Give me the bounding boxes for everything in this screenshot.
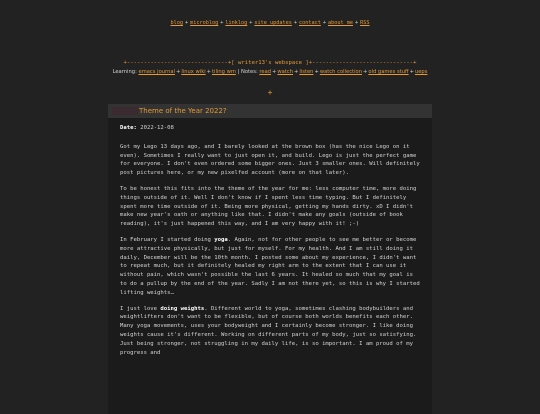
paragraph-4-start: I just love xyxy=(120,305,161,312)
banner-title: +------------------------------+[ writer13's webspace ]+------------------------------+ xyxy=(123,60,417,66)
paragraph-2: To be honest this fits into the theme of the year for me: less computer time, more doing things outside of it. Well I don't know if I spent less time typing. But I definitely spent more time outside of it. Being more physical, getting my hands dirty. xD I didn't make new year's oath or anything like that. I didn't make any goals (outside of book reading), it's just happened this way, and I am very happy with it! ;-) xyxy=(120,185,417,228)
paragraph-4-rest: . Different world to yoga, sometimes clashing bodybuilders and weightlifters don't want to be flexible, but of course both worlds benefits each other. Many yoga movements, uses your bodyweight and I certainly become stronger. I like doing weights cause it's different. Working on different parts of my body, just so satisfying. Just being stronger, not struggling in my daily life, is so important. I am proud of my progress and xyxy=(120,305,417,356)
nav-link-microblog[interactable]: microblog xyxy=(190,20,219,26)
banner-bottom: + xyxy=(267,88,273,97)
separator: + xyxy=(314,69,319,75)
link-watch[interactable]: watch xyxy=(277,69,294,75)
nav-link-about-me[interactable]: about me xyxy=(327,20,353,26)
separator: + xyxy=(322,20,326,26)
paragraph-3-start: In February I started doing xyxy=(120,236,215,243)
link-linux-wiki[interactable]: linux wiki xyxy=(181,69,206,75)
learning-label: Learning: xyxy=(112,69,137,75)
link-read[interactable]: read xyxy=(259,69,272,75)
header-accent xyxy=(112,107,138,115)
nav-link-linklog[interactable]: linklog xyxy=(225,20,248,26)
link-emacs-journal[interactable]: emacs journal xyxy=(138,69,175,75)
blog-post xyxy=(108,104,432,414)
link-ueps[interactable]: ueps xyxy=(414,69,428,75)
date-value: 2022-12-08 xyxy=(140,125,174,131)
yoga-bold: yoga xyxy=(214,236,228,243)
post-body xyxy=(120,124,423,364)
separator: + xyxy=(249,20,253,26)
link-listen[interactable]: listen xyxy=(299,69,314,75)
separator: + xyxy=(220,20,224,26)
notes-label: | Notes: xyxy=(237,69,258,75)
separator: + xyxy=(354,20,359,26)
nav-link-site-updates[interactable]: site updates xyxy=(254,20,292,26)
separator: + xyxy=(294,69,299,75)
link-tiling-wm[interactable]: tiling wm xyxy=(212,69,236,75)
post-title: Theme of the Year 2022? xyxy=(139,107,227,115)
sub-nav xyxy=(108,68,432,76)
link-old-games-stuff[interactable]: old games stuff xyxy=(368,69,409,75)
separator: + xyxy=(272,69,277,75)
post-header xyxy=(108,104,432,118)
nav-link-contact[interactable]: contact xyxy=(298,20,321,26)
paragraph-3-rest: . Again, not for other people to see me better or become more attractive physically, but just for myself. For my health. And I am still doing it daily, December will be the 10th month. I posted some about my experience, I didn't want to repeat much, but it definitely healed my right arm to the extent that I can use it without pain, which wasn't possible the last 6 years. It healed so much that my goal is to do a pullup by the end of the year. Sadly I am not there yet, so this is why I started lifting weights… xyxy=(120,236,420,296)
separator: + xyxy=(175,69,181,75)
nav-link-blog[interactable]: blog xyxy=(170,20,184,26)
paragraph-4 xyxy=(120,305,423,358)
separator: + xyxy=(185,20,189,26)
paragraph-3 xyxy=(120,236,423,298)
separator: + xyxy=(206,69,212,75)
separator: + xyxy=(293,20,297,26)
nav-link-rss[interactable]: RSS xyxy=(360,20,370,26)
separator: + xyxy=(362,69,368,75)
paragraph-1: Got my Lego 13 days ago, and I barely looked at the brown box (has the nice Lego on it even). Sometimes I really want to just open it, and build. Lego is just the perfect game for everyone. I don't even ordered some bigger ones. Just 3 smaller ones. Will definitely post pictures here, or my new pixelfed account (more on that later). xyxy=(120,143,420,177)
date-label: Date: xyxy=(120,125,137,131)
link-watch-collection[interactable]: watch collection xyxy=(319,69,362,75)
separator: + xyxy=(409,69,414,75)
top-nav xyxy=(0,20,540,27)
post-date xyxy=(120,124,423,133)
weights-bold: doing weights xyxy=(160,305,205,312)
